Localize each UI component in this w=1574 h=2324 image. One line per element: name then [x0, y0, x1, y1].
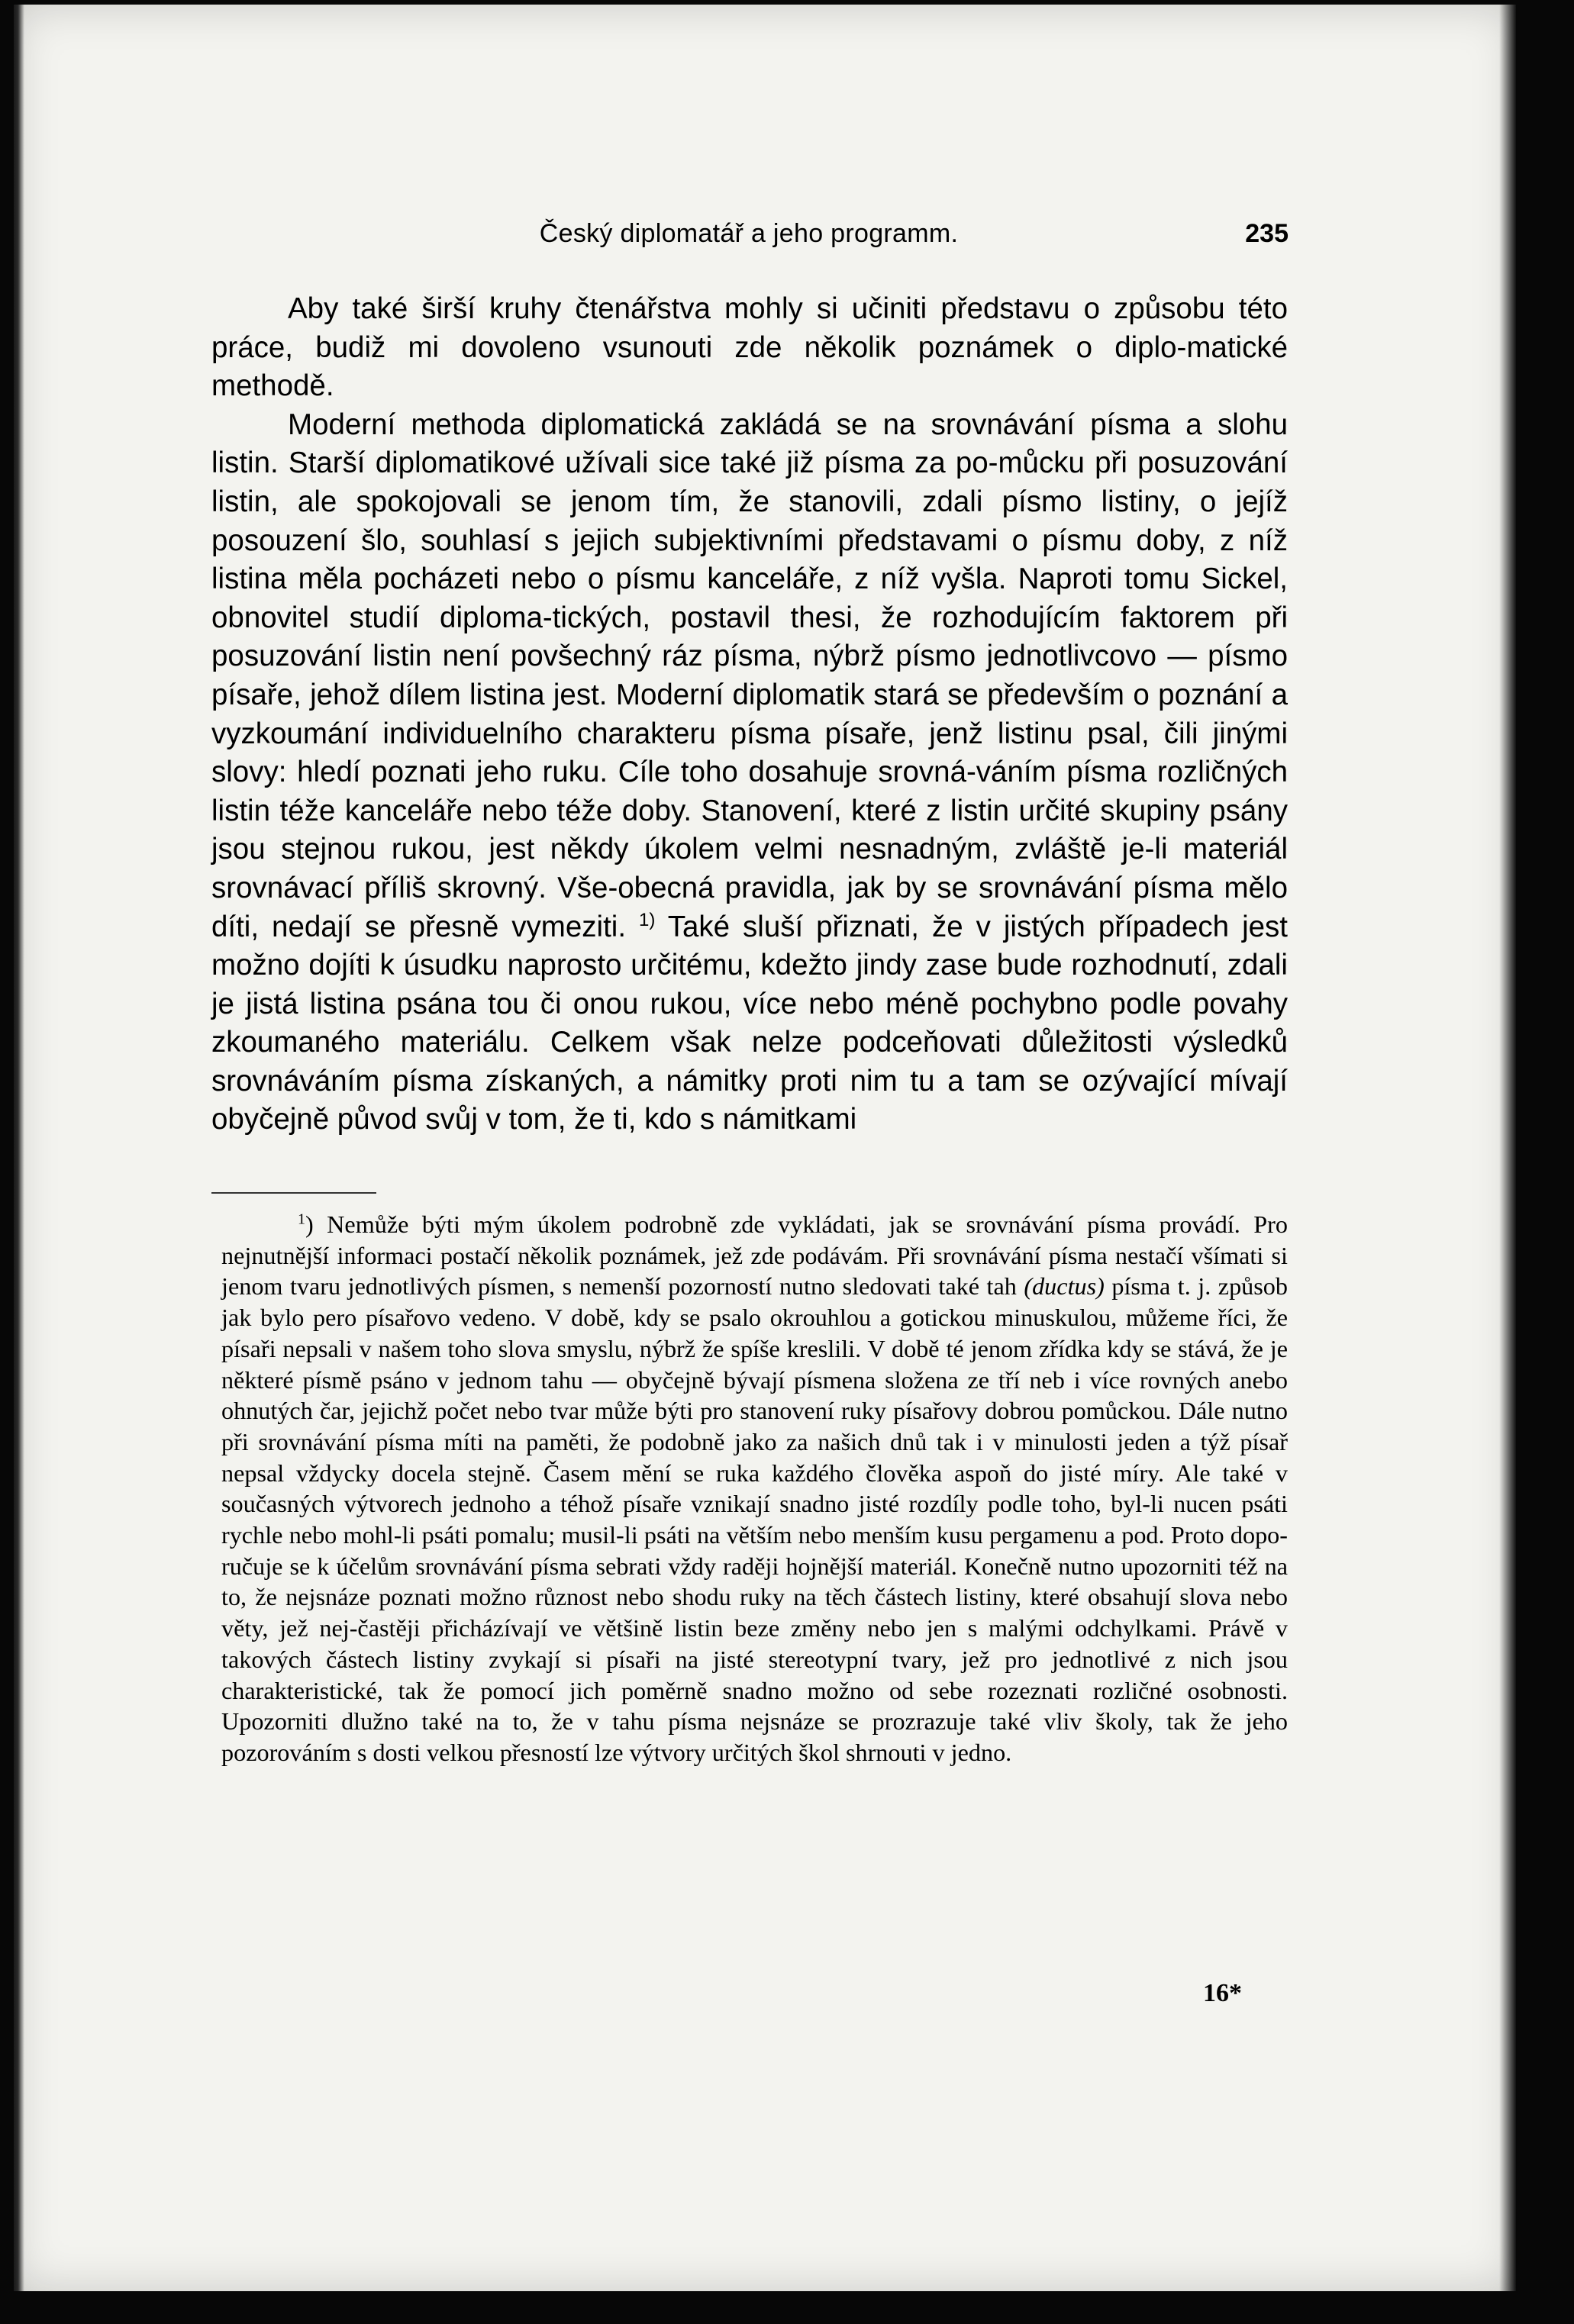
running-title: Český diplomatář a jeho programm.: [539, 219, 959, 248]
footnote: [221, 1209, 1288, 1768]
paragraph: [211, 406, 1288, 1139]
footnote-separator: [211, 1192, 376, 1194]
footnotes: [221, 1209, 1288, 1768]
footnote-text: ) Nemůže býti mým úkolem podrobně zde vykládati, jak se srovnávání písma provádí. Pro nejnutnější informaci postačí několik poznámek, jež zde podávám. Při srovnávání písma nestačí všímati si jenom tvaru jednotlivých písmen, s nemenší pozorností nutno sledovati také tah: [221, 1210, 1288, 1301]
paragraph-text: Moderní methoda diplomatická zakládá se na srovnávání písma a slohu listin. Starší diplomatikové užívali sice také již písma za po-můcku při posuzování listin, ale spokojovali se jenom tím, že stanovili, zdali písmo listiny, o jejíž posouzení šlo, souhlasí s jejich subjektivními představami o písmu doby, z níž listina měla pocházeti nebo o písmu kanceláře, z níž vyšla. Naproti tomu Sickel, obnovitel studií diploma-tických, postavil thesi, že rozhodujícím faktorem při posuzování listin není povšechný ráz písma, nýbrž písmo jednotlivcovo — písmo písaře, jehož dílem listina jest. Moderní diplomatik stará se především o poznání a vyzkoumání individuelního charakteru písma písaře, jenž listinu psal, čili jinými slovy: hledí poznati jeho ruku. Cíle toho dosahuje srovná-váním písma rozličných listin téže kanceláře nebo téže doby. Stanovení, které z listin určité skupiny psány jsou stejnou rukou, jest někdy úkolem velmi nesnadným, zvláště je-li materiál srovnávací příliš skrovný. Vše-obecná pravidla, jak by se srovnávání písma mělo díti, nedají se přesně vymeziti.: [211, 408, 1288, 943]
footnote-marker: 1: [298, 1210, 305, 1228]
main-text: [211, 290, 1288, 1139]
footnote-italic-term: (ductus): [1024, 1272, 1105, 1301]
paragraph-text: Také sluší přiznati, že v jistých případech jest možno dojíti k úsudku naprosto určitému, kdežto jindy zase bude rozhodnutí, zdali je jistá listina psána tou či onou rukou, více nebo méně pochybno podle povahy zkoumaného materiálu. Celkem však nelze podceňovati důležitosti výsledků srovnáváním písma získaných, a námitky proti nim tu a tam se ozývající mívají obyčejně původ svůj v tom, že ti, kdo s námitkami: [211, 910, 1288, 1136]
footnote-text: písma t. j. způsob jak bylo pero písařovo vedeno. V době, kdy se psalo okrouhlou a gotickou minuskulou, můžeme říci, že písaři nepsali v našem toho slova smyslu, nýbrž že spíše kreslili. V době té jenom zřídka kdy se stává, že je některé písmě psáno v jednom tahu — obyčejně bývají písmena složena ze tří neb i více rovných anebo ohnutých čar, jejichž počet nebo tvar může býti pro stanovení ruky písařovy dobrou pomůckou. Dále nutno při srovnávání písma míti na paměti, že podobně jako za našich dnů tak i v minulosti jeden a týž písař nepsal vždycky docela stejně. Časem mění se ruka každého člověka aspoň do jisté míry. Ale také v současných výtvorech jednoho a téhož písaře vznikají snadno jisté rozdíly podle toho, byl-li nucen psáti rychle nebo mohl-li psáti pomalu; musil-li psáti na větším nebo menším kusu pergamenu a pod. Proto dopo-ručuje se k účelům srovnávání písma sebrati vždy raději hojnější materiál. Konečně nutno upozorniti též na to, že nejsnáze poznati možno různost nebo shodu ruky na těch částech listiny, které obsahují slova nebo věty, jež nej-častěji přicházívají ve většině listin beze změny nebo jen s malými odchylkami. Právě v takových částech listiny zvykají si písaři na jisté stereotypní tvary, jež pro jednotlivé z nich jsou charakteristické, tak že pomocí jich poměrně snadno možno od sebe rozeznati rozličné osobnosti. Upozorniti dlužno také na to, že v tahu písma nejsnáze se prozrazuje také vliv školy, tak že jeho pozorováním s dosti velkou přesností lze výtvory určitých škol shrnouti v jedno.: [221, 1272, 1288, 1766]
paragraph: Aby také širší kruhy čtenářstva mohly si učiniti představu o způsobu této práce, budiž mi dovoleno vsunouti zde několik poznámek o diplo-matické methodě.: [211, 292, 1288, 403]
footnote-reference: 1): [639, 909, 656, 930]
page-number: 235: [1245, 219, 1289, 248]
signature-mark: 16*: [1203, 1979, 1242, 2007]
page-header: [209, 216, 1289, 262]
